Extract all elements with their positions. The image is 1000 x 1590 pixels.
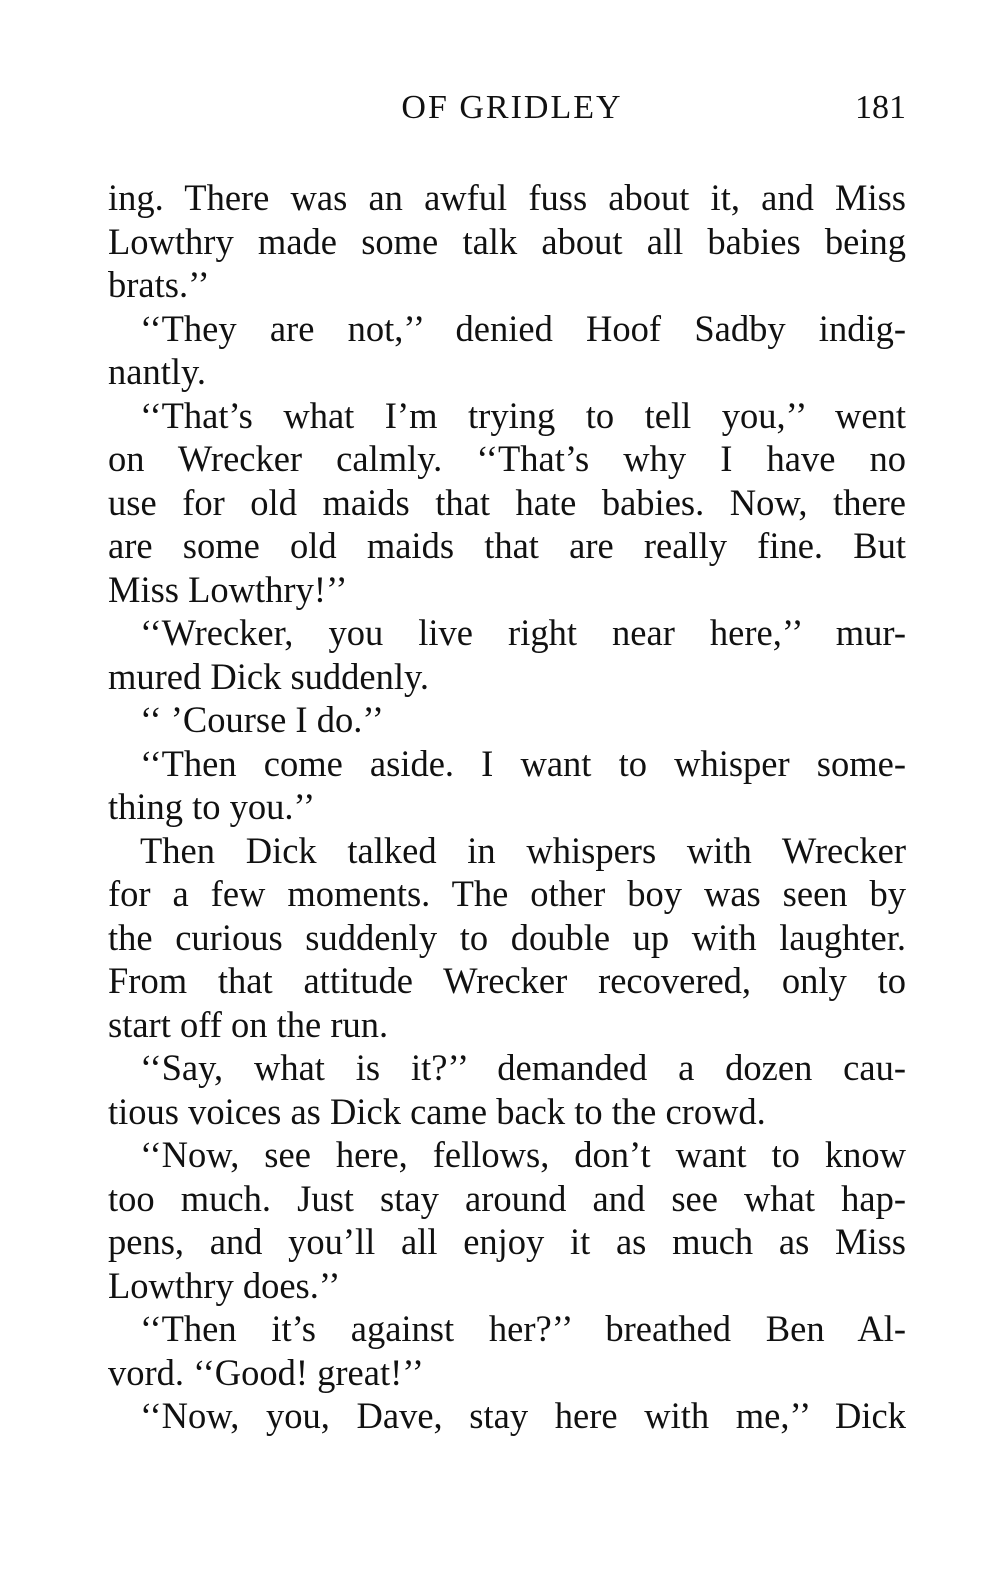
text-line: are some old maids that are really fine. But xyxy=(108,525,906,566)
text-line: ‘‘ ’Course I do.’’ xyxy=(140,699,384,740)
text-line: ‘‘Say, what is it?’’ demanded a dozen cau- xyxy=(140,1047,906,1088)
text-line: From that attitude Wrecker recovered, only to xyxy=(108,960,906,1001)
text-line: ‘‘That’s what I’m trying to tell you,’’ went xyxy=(140,394,906,436)
text-line: Lowthry made some talk about all babies being xyxy=(108,220,906,262)
page-number: 181 xyxy=(855,89,906,126)
body-text xyxy=(108,176,906,1438)
text-line: ‘‘Now, see here, fellows, don’t want to know xyxy=(140,1134,906,1175)
text-line: mured Dick suddenly. xyxy=(108,655,429,697)
text-line: use for old maids that hate babies. Now, there xyxy=(108,481,906,523)
text-line: ‘‘They are not,’’ denied Hoof Sadby indig- xyxy=(140,307,906,349)
text-line: thing to you.’’ xyxy=(108,786,316,827)
text-line: too much. Just stay around and see what hap- xyxy=(108,1177,906,1219)
text-line: nantly. xyxy=(108,351,206,392)
running-title: OF GRIDLEY xyxy=(401,89,623,126)
text-line: ‘‘Then it’s against her?’’ breathed Ben Al- xyxy=(140,1308,906,1349)
text-line: ing. There was an awful fuss about it, and Miss xyxy=(108,177,906,218)
text-line: the curious suddenly to double up with laughter. xyxy=(108,916,906,958)
running-head xyxy=(108,86,906,130)
text-line: vord. ‘‘Good! great!’’ xyxy=(108,1351,424,1393)
text-line: ‘‘Wrecker, you live right near here,’’ mur- xyxy=(140,612,906,653)
text-line: pens, and you’ll all enjoy it as much as Miss xyxy=(108,1221,906,1262)
text-line: on Wrecker calmly. ‘‘That’s why I have no xyxy=(108,438,906,479)
text-line: start off on the run. xyxy=(108,1003,389,1045)
text-line: ‘‘Then come aside. I want to whisper some- xyxy=(140,742,906,784)
text-line: brats.’’ xyxy=(108,264,210,305)
text-line: Miss Lowthry!’’ xyxy=(108,568,348,610)
text-line: for a few moments. The other boy was seen by xyxy=(108,873,906,914)
text-line: tious voices as Dick came back to the crowd. xyxy=(108,1090,766,1132)
text-line: Lowthry does.’’ xyxy=(108,1264,341,1306)
text-line: ‘‘Now, you, Dave, stay here with me,’’ Dick xyxy=(140,1395,906,1436)
text-line: Then Dick talked in whispers with Wrecker xyxy=(140,829,906,871)
